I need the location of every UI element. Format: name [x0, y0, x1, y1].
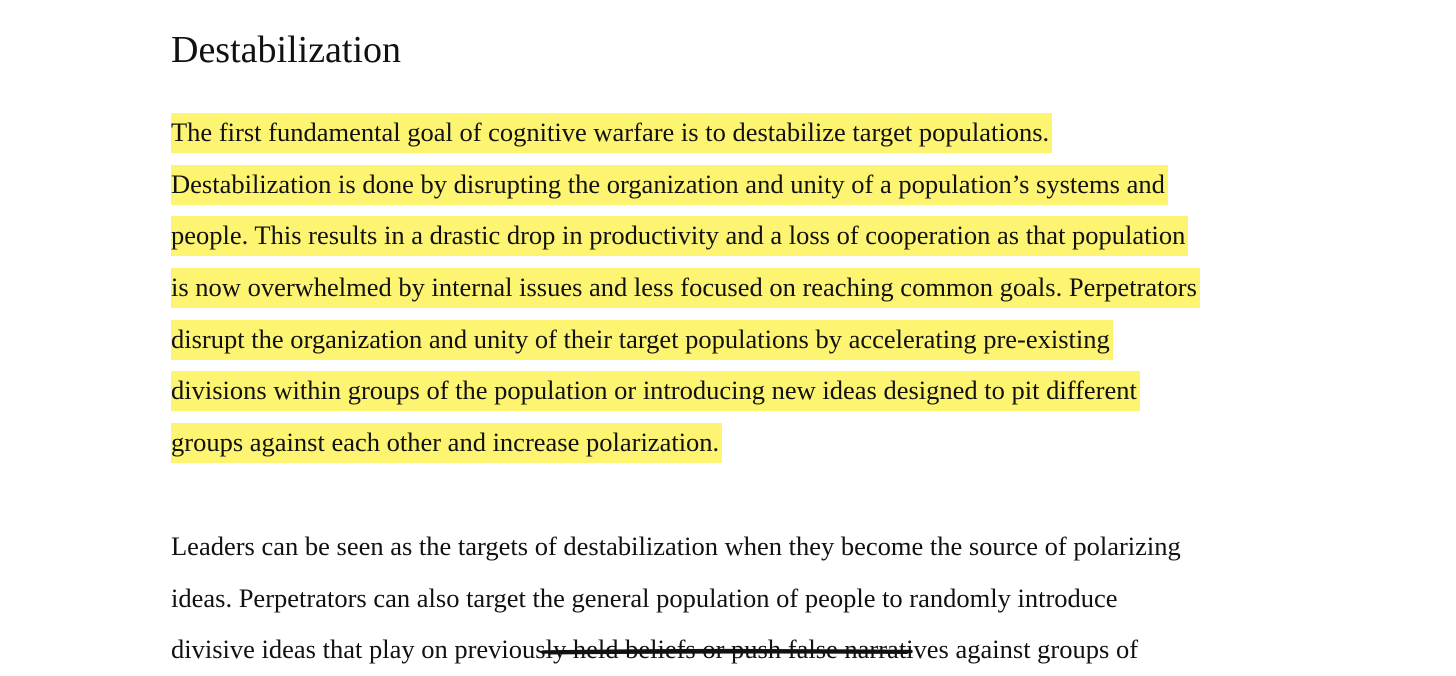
- highlighted-text: divisions within groups of the population or introducing new ideas designed to pit different: [171, 371, 1140, 411]
- paragraph-line: [171, 107, 1311, 159]
- paragraph-line: [171, 210, 1311, 262]
- paragraph-line: [171, 365, 1311, 417]
- paragraph-line: [171, 159, 1311, 211]
- paragraph-line: [171, 417, 1311, 469]
- highlighted-text: disrupt the organization and unity of their target populations by accelerating pre-existing: [171, 320, 1113, 360]
- highlighted-text: groups against each other and increase polarization.: [171, 423, 722, 463]
- highlighted-text: The first fundamental goal of cognitive warfare is to destabilize target populations.: [171, 113, 1052, 153]
- paragraph-line: ideas. Perpetrators can also target the general population of people to randomly introduce: [171, 582, 1118, 613]
- body-paragraph: [171, 521, 1311, 676]
- highlighted-paragraph: [171, 107, 1311, 469]
- section-heading: Destabilization: [171, 29, 402, 71]
- highlighted-text: Destabilization is done by disrupting the organization and unity of a population’s systems and: [171, 165, 1168, 205]
- paragraph-line: [171, 314, 1311, 366]
- highlighted-text: is now overwhelmed by internal issues and less focused on reaching common goals. Perpetrators: [171, 268, 1200, 308]
- highlighted-text: people. This results in a drastic drop in productivity and a loss of cooperation as that population: [171, 216, 1188, 256]
- paragraph-line: Leaders can be seen as the targets of destabilization when they become the source of polarizing: [171, 531, 1181, 561]
- paragraph-line: [171, 262, 1311, 314]
- paragraph-line: divisive ideas that play on previously held beliefs or push false narratives against groups of: [171, 634, 1139, 665]
